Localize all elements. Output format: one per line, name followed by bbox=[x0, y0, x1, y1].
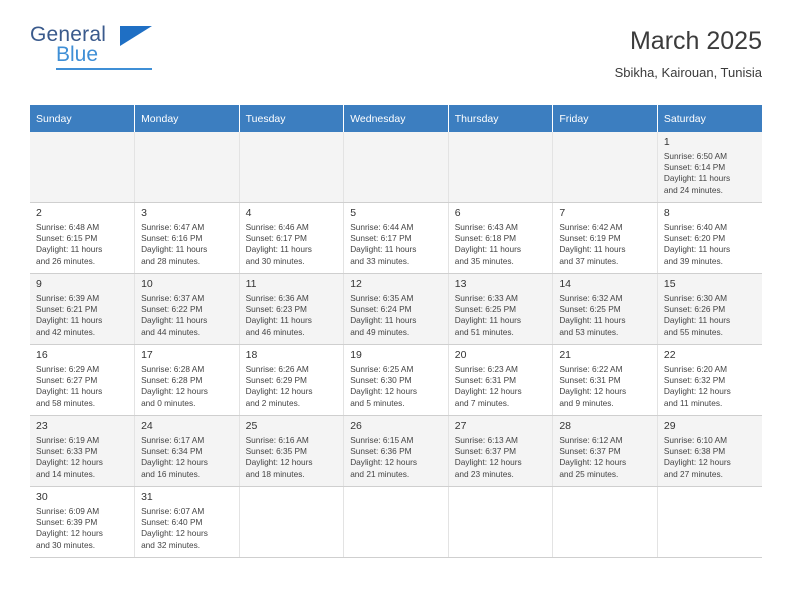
calendar-day-cell[interactable] bbox=[553, 416, 658, 487]
day-info-line: Daylight: 11 hours bbox=[663, 173, 731, 184]
day-info-line: Sunset: 6:36 PM bbox=[350, 446, 412, 457]
day-sun-info bbox=[141, 364, 234, 409]
day-cell-content bbox=[240, 345, 344, 415]
day-sun-info bbox=[664, 222, 757, 267]
day-sun-info bbox=[350, 435, 443, 480]
day-number: 29 bbox=[663, 420, 676, 432]
day-info-line: and 42 minutes. bbox=[36, 326, 96, 337]
day-info-line: and 5 minutes. bbox=[350, 397, 405, 408]
day-info-line: Sunrise: 6:43 AM bbox=[454, 222, 518, 232]
day-info-line: Sunrise: 6:29 AM bbox=[36, 364, 100, 374]
day-cell-content bbox=[30, 132, 134, 202]
day-cell-content bbox=[344, 132, 448, 202]
day-cell-content bbox=[30, 416, 134, 486]
day-info-line: Daylight: 11 hours bbox=[559, 244, 626, 255]
day-info-line: Daylight: 12 hours bbox=[141, 386, 208, 397]
calendar-day-cell[interactable] bbox=[657, 274, 762, 345]
day-sun-info bbox=[664, 151, 757, 196]
day-sun-info bbox=[246, 364, 339, 409]
day-info-line: and 35 minutes. bbox=[454, 255, 514, 266]
day-info-line: Sunset: 6:25 PM bbox=[559, 304, 621, 315]
calendar-empty-cell bbox=[239, 487, 344, 558]
day-sun-info bbox=[664, 293, 757, 338]
day-number: 16 bbox=[36, 349, 48, 361]
day-cell-content bbox=[449, 274, 553, 344]
day-info-line: Sunrise: 6:32 AM bbox=[559, 293, 623, 303]
day-info-line: Sunset: 6:27 PM bbox=[36, 375, 98, 386]
day-cell-content bbox=[553, 487, 657, 557]
day-info-line: Sunrise: 6:16 AM bbox=[245, 435, 309, 445]
day-cell-content bbox=[658, 487, 762, 557]
calendar-day-cell[interactable] bbox=[344, 416, 449, 487]
day-info-line: Daylight: 12 hours bbox=[36, 457, 103, 468]
calendar-empty-cell bbox=[344, 132, 449, 203]
calendar-empty-cell bbox=[344, 487, 449, 558]
calendar-day-cell[interactable] bbox=[448, 203, 553, 274]
day-info-line: Sunset: 6:23 PM bbox=[245, 304, 307, 315]
calendar-day-cell[interactable] bbox=[344, 345, 449, 416]
day-info-line: and 2 minutes. bbox=[245, 397, 301, 408]
calendar-day-cell[interactable] bbox=[448, 416, 553, 487]
calendar-week-row bbox=[30, 132, 762, 203]
day-info-line: Sunrise: 6:12 AM bbox=[559, 435, 623, 445]
day-number: 28 bbox=[559, 420, 571, 432]
day-info-line: and 0 minutes. bbox=[141, 397, 196, 408]
day-sun-info bbox=[559, 222, 652, 267]
page-location: Sbikha, Kairouan, Tunisia bbox=[614, 65, 762, 80]
day-cell-content bbox=[135, 132, 239, 202]
calendar-day-cell[interactable] bbox=[553, 274, 658, 345]
calendar-day-cell[interactable] bbox=[30, 416, 135, 487]
day-info-line: Sunset: 6:26 PM bbox=[663, 304, 726, 315]
weekday-header-monday: Monday bbox=[135, 105, 240, 132]
day-info-line: Daylight: 12 hours bbox=[245, 386, 313, 397]
day-number: 3 bbox=[141, 207, 147, 219]
day-number: 31 bbox=[141, 491, 153, 503]
day-sun-info bbox=[141, 293, 234, 338]
day-cell-content bbox=[553, 345, 657, 415]
day-number: 13 bbox=[454, 278, 467, 290]
calendar-week-row bbox=[30, 416, 762, 487]
day-info-line: Daylight: 12 hours bbox=[36, 528, 103, 539]
day-sun-info bbox=[246, 222, 339, 267]
day-info-line: and 32 minutes. bbox=[141, 539, 201, 550]
day-number: 25 bbox=[245, 420, 258, 432]
calendar-empty-cell bbox=[448, 132, 553, 203]
calendar-day-cell[interactable] bbox=[657, 203, 762, 274]
day-info-line: Daylight: 12 hours bbox=[141, 457, 208, 468]
logo-text-blue: Blue bbox=[56, 43, 99, 66]
logo-underline bbox=[56, 68, 152, 70]
day-sun-info bbox=[141, 506, 234, 551]
day-cell-content bbox=[553, 274, 657, 344]
day-info-line: Daylight: 12 hours bbox=[663, 457, 731, 468]
day-info-line: Sunrise: 6:17 AM bbox=[141, 435, 205, 445]
day-number: 1 bbox=[663, 136, 670, 148]
day-info-line: Sunrise: 6:28 AM bbox=[141, 364, 205, 374]
day-number: 12 bbox=[350, 278, 362, 290]
day-info-line: and 30 minutes. bbox=[245, 255, 305, 266]
day-info-line: Sunrise: 6:40 AM bbox=[663, 222, 728, 232]
weekday-header-saturday: Saturday bbox=[657, 105, 762, 132]
day-cell-content bbox=[135, 487, 239, 557]
day-number: 19 bbox=[350, 349, 362, 361]
day-sun-info bbox=[36, 506, 129, 551]
day-cell-content bbox=[658, 132, 762, 202]
calendar-day-cell[interactable] bbox=[239, 203, 344, 274]
day-cell-content bbox=[658, 345, 762, 415]
day-cell-content bbox=[240, 274, 344, 344]
day-info-line: Sunrise: 6:30 AM bbox=[663, 293, 728, 303]
day-number: 23 bbox=[36, 420, 48, 432]
day-number: 4 bbox=[245, 207, 252, 219]
day-number: 22 bbox=[663, 349, 676, 361]
calendar-day-cell[interactable] bbox=[239, 345, 344, 416]
day-number: 11 bbox=[245, 278, 257, 290]
day-info-line: Sunrise: 6:19 AM bbox=[36, 435, 100, 445]
calendar-empty-cell bbox=[657, 487, 762, 558]
day-sun-info bbox=[559, 293, 652, 338]
day-info-line: Daylight: 11 hours bbox=[350, 244, 417, 255]
calendar-day-cell[interactable] bbox=[30, 203, 135, 274]
day-info-line: Daylight: 11 hours bbox=[350, 315, 417, 326]
day-info-line: Sunrise: 6:13 AM bbox=[454, 435, 518, 445]
day-sun-info bbox=[141, 222, 234, 267]
day-cell-content bbox=[30, 487, 134, 557]
day-sun-info bbox=[559, 435, 652, 480]
day-info-line: and 30 minutes. bbox=[36, 539, 96, 550]
day-info-line: Sunset: 6:30 PM bbox=[350, 375, 412, 386]
day-cell-content bbox=[344, 203, 448, 273]
calendar-day-cell[interactable] bbox=[448, 345, 553, 416]
day-cell-content bbox=[344, 416, 448, 486]
day-sun-info bbox=[36, 435, 129, 480]
day-number: 20 bbox=[454, 349, 467, 361]
day-info-line: Daylight: 12 hours bbox=[350, 457, 418, 468]
calendar-day-cell[interactable] bbox=[135, 203, 240, 274]
day-sun-info bbox=[559, 364, 652, 409]
calendar-empty-cell bbox=[553, 132, 658, 203]
day-info-line: and 49 minutes. bbox=[350, 326, 410, 337]
general-blue-logo bbox=[30, 24, 160, 76]
weekday-header-wednesday: Wednesday bbox=[344, 105, 449, 132]
day-sun-info bbox=[350, 222, 443, 267]
day-info-line: Sunrise: 6:44 AM bbox=[350, 222, 414, 232]
day-info-line: Sunrise: 6:42 AM bbox=[559, 222, 623, 232]
day-info-line: and 11 minutes. bbox=[663, 397, 723, 408]
day-info-line: and 24 minutes. bbox=[663, 184, 723, 195]
day-cell-content bbox=[553, 132, 657, 202]
day-number: 8 bbox=[663, 207, 670, 219]
calendar-day-cell[interactable] bbox=[135, 416, 240, 487]
day-info-line: Sunrise: 6:47 AM bbox=[141, 222, 205, 232]
day-info-line: Daylight: 12 hours bbox=[350, 386, 418, 397]
calendar-day-cell[interactable] bbox=[448, 274, 553, 345]
day-info-line: Daylight: 12 hours bbox=[559, 386, 627, 397]
day-number: 17 bbox=[141, 349, 153, 361]
calendar-day-cell[interactable] bbox=[344, 203, 449, 274]
day-cell-content bbox=[344, 487, 448, 557]
day-info-line: Sunset: 6:21 PM bbox=[36, 304, 98, 315]
day-info-line: Daylight: 11 hours bbox=[663, 315, 731, 326]
day-cell-content bbox=[135, 274, 239, 344]
day-cell-content bbox=[135, 416, 239, 486]
day-info-line: and 9 minutes. bbox=[559, 397, 614, 408]
day-info-line: Sunrise: 6:48 AM bbox=[36, 222, 100, 232]
day-number: 26 bbox=[350, 420, 362, 432]
day-sun-info bbox=[455, 364, 548, 409]
day-cell-content bbox=[658, 274, 762, 344]
day-info-line: Sunset: 6:24 PM bbox=[350, 304, 412, 315]
day-info-line: Daylight: 11 hours bbox=[36, 244, 103, 255]
day-info-line: and 51 minutes. bbox=[454, 326, 514, 337]
day-info-line: and 53 minutes. bbox=[559, 326, 619, 337]
day-info-line: and 14 minutes. bbox=[36, 468, 96, 479]
day-sun-info bbox=[664, 435, 757, 480]
day-info-line: Sunset: 6:37 PM bbox=[454, 446, 517, 457]
calendar-day-cell[interactable] bbox=[135, 345, 240, 416]
day-info-line: Daylight: 11 hours bbox=[454, 315, 522, 326]
weekday-header-friday: Friday bbox=[553, 105, 658, 132]
month-calendar-table bbox=[30, 105, 762, 558]
day-info-line: Sunset: 6:32 PM bbox=[663, 375, 726, 386]
day-cell-content bbox=[449, 203, 553, 273]
day-number: 30 bbox=[36, 491, 48, 503]
day-number: 9 bbox=[36, 278, 42, 290]
day-info-line: Daylight: 12 hours bbox=[141, 528, 208, 539]
day-info-line: Sunset: 6:16 PM bbox=[141, 233, 203, 244]
day-cell-content bbox=[240, 416, 344, 486]
day-info-line: Daylight: 12 hours bbox=[559, 457, 627, 468]
day-cell-content bbox=[449, 416, 553, 486]
day-info-line: and 16 minutes. bbox=[141, 468, 201, 479]
day-number: 10 bbox=[141, 278, 153, 290]
day-info-line: Sunset: 6:33 PM bbox=[36, 446, 98, 457]
day-info-line: and 7 minutes. bbox=[454, 397, 510, 408]
day-info-line: Sunset: 6:35 PM bbox=[245, 446, 307, 457]
day-info-line: Sunrise: 6:15 AM bbox=[350, 435, 414, 445]
weekday-header-tuesday: Tuesday bbox=[239, 105, 344, 132]
day-cell-content bbox=[30, 274, 134, 344]
day-number: 24 bbox=[141, 420, 153, 432]
logo-text-general: General bbox=[30, 23, 107, 46]
calendar-day-cell[interactable] bbox=[30, 487, 135, 558]
day-cell-content bbox=[658, 203, 762, 273]
day-info-line: and 55 minutes. bbox=[663, 326, 723, 337]
day-info-line: Sunset: 6:14 PM bbox=[663, 162, 726, 173]
calendar-day-cell[interactable] bbox=[30, 274, 135, 345]
day-info-line: Sunset: 6:39 PM bbox=[36, 517, 98, 528]
calendar-week-row bbox=[30, 487, 762, 558]
day-info-line: Daylight: 12 hours bbox=[663, 386, 731, 397]
day-info-line: Sunset: 6:17 PM bbox=[350, 233, 412, 244]
day-cell-content bbox=[240, 203, 344, 273]
day-info-line: Sunset: 6:17 PM bbox=[245, 233, 307, 244]
weekday-header-row bbox=[30, 105, 762, 132]
day-number: 7 bbox=[559, 207, 566, 219]
day-cell-content bbox=[449, 487, 553, 557]
day-info-line: Sunrise: 6:07 AM bbox=[141, 506, 205, 516]
calendar-week-row bbox=[30, 274, 762, 345]
calendar-day-cell[interactable] bbox=[344, 274, 449, 345]
day-info-line: Daylight: 12 hours bbox=[454, 457, 522, 468]
day-info-line: Daylight: 12 hours bbox=[454, 386, 522, 397]
calendar-day-cell[interactable] bbox=[239, 274, 344, 345]
day-info-line: Sunset: 6:20 PM bbox=[663, 233, 726, 244]
day-info-line: and 46 minutes. bbox=[245, 326, 305, 337]
day-info-line: Daylight: 11 hours bbox=[141, 244, 208, 255]
day-info-line: Sunrise: 6:37 AM bbox=[141, 293, 205, 303]
day-info-line: Sunset: 6:31 PM bbox=[559, 375, 621, 386]
calendar-week-row bbox=[30, 203, 762, 274]
calendar-empty-cell bbox=[448, 487, 553, 558]
calendar-empty-cell bbox=[239, 132, 344, 203]
day-info-line: and 58 minutes. bbox=[36, 397, 96, 408]
day-info-line: Sunset: 6:34 PM bbox=[141, 446, 203, 457]
day-info-line: Daylight: 11 hours bbox=[663, 244, 731, 255]
calendar-day-cell[interactable] bbox=[657, 132, 762, 203]
calendar-day-cell[interactable] bbox=[657, 416, 762, 487]
day-cell-content bbox=[240, 132, 344, 202]
day-cell-content bbox=[135, 203, 239, 273]
day-info-line: Sunrise: 6:10 AM bbox=[663, 435, 728, 445]
day-info-line: Daylight: 11 hours bbox=[245, 315, 312, 326]
calendar-week-row bbox=[30, 345, 762, 416]
day-cell-content bbox=[344, 345, 448, 415]
day-cell-content bbox=[135, 345, 239, 415]
day-info-line: Sunset: 6:25 PM bbox=[454, 304, 517, 315]
day-cell-content bbox=[30, 345, 134, 415]
day-info-line: Sunrise: 6:20 AM bbox=[663, 364, 728, 374]
day-cell-content bbox=[240, 487, 344, 557]
calendar-day-cell[interactable] bbox=[239, 416, 344, 487]
day-info-line: Sunrise: 6:26 AM bbox=[245, 364, 309, 374]
day-cell-content bbox=[344, 274, 448, 344]
day-info-line: Sunset: 6:40 PM bbox=[141, 517, 203, 528]
day-info-line: Sunset: 6:31 PM bbox=[454, 375, 517, 386]
day-number: 2 bbox=[36, 207, 42, 219]
day-number: 15 bbox=[663, 278, 676, 290]
day-number: 6 bbox=[454, 207, 461, 219]
calendar-day-cell[interactable] bbox=[553, 203, 658, 274]
day-info-line: and 44 minutes. bbox=[141, 326, 201, 337]
day-info-line: and 28 minutes. bbox=[141, 255, 201, 266]
calendar-day-cell[interactable] bbox=[135, 487, 240, 558]
day-sun-info bbox=[455, 293, 548, 338]
day-info-line: Sunset: 6:28 PM bbox=[141, 375, 203, 386]
day-info-line: Sunrise: 6:50 AM bbox=[663, 151, 728, 161]
calendar-day-cell[interactable] bbox=[135, 274, 240, 345]
day-info-line: and 39 minutes. bbox=[663, 255, 723, 266]
calendar-day-cell[interactable] bbox=[30, 345, 135, 416]
calendar-day-cell[interactable] bbox=[553, 345, 658, 416]
logo-flag-icon bbox=[120, 26, 152, 46]
day-info-line: Daylight: 11 hours bbox=[36, 386, 103, 397]
page-header bbox=[30, 24, 762, 92]
day-number: 27 bbox=[454, 420, 467, 432]
day-info-line: and 18 minutes. bbox=[245, 468, 305, 479]
day-info-line: Sunset: 6:15 PM bbox=[36, 233, 98, 244]
day-info-line: Daylight: 11 hours bbox=[245, 244, 312, 255]
day-sun-info bbox=[246, 293, 339, 338]
day-sun-info bbox=[350, 364, 443, 409]
day-info-line: Sunset: 6:19 PM bbox=[559, 233, 621, 244]
day-sun-info bbox=[664, 364, 757, 409]
day-info-line: Sunrise: 6:36 AM bbox=[245, 293, 309, 303]
title-block bbox=[615, 24, 762, 83]
day-sun-info bbox=[36, 364, 129, 409]
day-info-line: Sunset: 6:37 PM bbox=[559, 446, 621, 457]
day-info-line: and 26 minutes. bbox=[36, 255, 96, 266]
weekday-header-sunday: Sunday bbox=[30, 105, 135, 132]
day-info-line: and 23 minutes. bbox=[454, 468, 514, 479]
day-info-line: Sunset: 6:38 PM bbox=[663, 446, 726, 457]
day-info-line: Sunrise: 6:09 AM bbox=[36, 506, 100, 516]
day-info-line: Sunrise: 6:35 AM bbox=[350, 293, 414, 303]
day-info-line: and 37 minutes. bbox=[559, 255, 619, 266]
day-cell-content bbox=[658, 416, 762, 486]
day-number: 18 bbox=[245, 349, 258, 361]
day-cell-content bbox=[449, 132, 553, 202]
day-cell-content bbox=[553, 203, 657, 273]
day-cell-content bbox=[553, 416, 657, 486]
day-info-line: Sunrise: 6:22 AM bbox=[559, 364, 623, 374]
calendar-empty-cell bbox=[30, 132, 135, 203]
day-info-line: Daylight: 11 hours bbox=[559, 315, 626, 326]
day-sun-info bbox=[141, 435, 234, 480]
weekday-header-thursday: Thursday bbox=[448, 105, 553, 132]
day-sun-info bbox=[36, 293, 129, 338]
day-cell-content bbox=[449, 345, 553, 415]
day-cell-content bbox=[30, 203, 134, 273]
day-info-line: and 25 minutes. bbox=[559, 468, 619, 479]
day-number: 14 bbox=[559, 278, 571, 290]
day-info-line: Daylight: 11 hours bbox=[141, 315, 208, 326]
day-info-line: Sunrise: 6:23 AM bbox=[454, 364, 518, 374]
day-sun-info bbox=[455, 222, 548, 267]
day-info-line: and 21 minutes. bbox=[350, 468, 410, 479]
day-info-line: Sunrise: 6:39 AM bbox=[36, 293, 100, 303]
day-info-line: Sunset: 6:22 PM bbox=[141, 304, 203, 315]
calendar-empty-cell bbox=[553, 487, 658, 558]
day-info-line: Daylight: 11 hours bbox=[36, 315, 103, 326]
day-number: 5 bbox=[350, 207, 357, 219]
day-sun-info bbox=[36, 222, 129, 267]
day-info-line: Sunset: 6:29 PM bbox=[245, 375, 307, 386]
day-sun-info bbox=[246, 435, 339, 480]
day-info-line: Sunrise: 6:33 AM bbox=[454, 293, 518, 303]
day-sun-info bbox=[455, 435, 548, 480]
day-info-line: and 27 minutes. bbox=[663, 468, 723, 479]
day-info-line: Sunrise: 6:25 AM bbox=[350, 364, 414, 374]
day-info-line: Daylight: 11 hours bbox=[454, 244, 522, 255]
calendar-day-cell[interactable] bbox=[657, 345, 762, 416]
day-info-line: and 33 minutes. bbox=[350, 255, 410, 266]
day-info-line: Sunset: 6:18 PM bbox=[454, 233, 517, 244]
day-info-line: Sunrise: 6:46 AM bbox=[245, 222, 309, 232]
day-info-line: Daylight: 12 hours bbox=[245, 457, 313, 468]
page-title: March 2025 bbox=[629, 27, 762, 55]
day-number: 21 bbox=[559, 349, 571, 361]
calendar-empty-cell bbox=[135, 132, 240, 203]
day-sun-info bbox=[350, 293, 443, 338]
